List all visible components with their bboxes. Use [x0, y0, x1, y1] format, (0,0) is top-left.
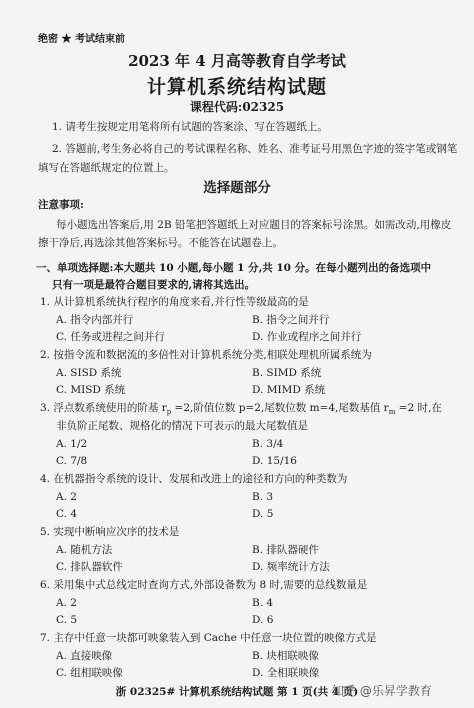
- course-code: 课程代码:02325: [189, 100, 285, 114]
- question-5-stem: 5. 实现中断响应次序的技术是: [40, 526, 180, 538]
- instruction-1: 1. 请考生按规定用笔将所有试题的答案涂、写在答题纸上。: [52, 121, 328, 133]
- question-2-option-c: C. MISD 系统: [56, 384, 126, 396]
- question-3-option-c: C. 7/8: [56, 455, 88, 467]
- question-1-stem: 1. 从计算机系统执行程序的角度来看,并行性等级最高的是: [40, 296, 309, 308]
- question-6-option-a: A. 2: [56, 597, 77, 609]
- part-one-heading-line2: 只有一项是最符合题目要求的,请将其选出。: [52, 279, 256, 291]
- question-6-option-c: C. 5: [56, 614, 78, 626]
- notice-line1: 每小题选出答案后,用 2B 铅笔把答题纸上对应题目的答案标号涂黑。如需改动,用橡皮: [56, 219, 452, 231]
- question-5-option-a: A. 随机方法: [56, 544, 113, 556]
- question-4-stem: 4. 在机器指令系统的设计、发展和改进上的途径和方向的种类数为: [40, 473, 348, 485]
- question-7-stem: 7. 主存中任意一块都可映象装入到 Cache 中任意一块位置的映像方式是: [40, 632, 377, 644]
- section-title: 选择题部分: [203, 180, 271, 196]
- question-5-option-d: D. 频率统计方法: [252, 561, 330, 573]
- question-3-stem-line2: 非负阶正尾数、规格化的情况下可表示的最大尾数值是: [56, 420, 308, 432]
- watermark: [332, 682, 432, 699]
- question-7-option-a: A. 直接映像: [56, 650, 113, 662]
- question-7-option-b: B. 块相联映像: [252, 650, 319, 662]
- secret-mark: 绝密 ★ 考试结束前: [38, 34, 125, 45]
- page-footer: 浙 02325# 计算机系统结构试题 第 1 页(共 4 页): [115, 686, 359, 698]
- question-4-option-c: C. 4: [56, 508, 78, 520]
- question-2-option-b: B. SIMD 系统: [252, 367, 322, 379]
- part-one-heading: 一、单项选择题:本大题共 10 小题,每小题 1 分,共 10 分。在每小题列出的备选项中: [36, 262, 432, 274]
- watermark-text: 知乎 @乐昇学教育: [332, 684, 432, 698]
- question-5-option-c: C. 排队器软件: [56, 561, 123, 573]
- question-2-stem: 2. 按指令流和数据流的多倍性对计算机系统分类,相联处理机所属系统为: [40, 349, 372, 361]
- question-3-option-d: D. 15/16: [252, 455, 297, 467]
- question-7-option-d: D. 全相联映像: [252, 667, 320, 679]
- question-6-option-b: B. 4: [252, 597, 274, 609]
- question-4-option-d: D. 5: [252, 508, 274, 520]
- instruction-2-line2: 填写在答题纸规定的位置上。: [38, 162, 175, 174]
- question-3-stem: 3. 浮点数系统使用的阶基 $r_p =2$,阶值位数 p=2,尾数位数 m=4,尾数基值 $r_m =2$ 时,在: [40, 402, 442, 417]
- question-3-option-b: B. 3/4: [252, 438, 284, 450]
- question-1-option-d: D. 作业或程序之间并行: [252, 331, 362, 343]
- question-4-option-a: A. 2: [56, 491, 77, 503]
- question-1-option-c: C. 任务或进程之间并行: [56, 331, 165, 343]
- question-6-stem: 6. 采用集中式总线定时查询方式,外部设备数为 8 时,需要的总线数量是: [40, 579, 368, 591]
- question-6-option-d: D. 6: [252, 614, 274, 626]
- question-1-option-b: B. 指令之间并行: [252, 314, 330, 326]
- question-3-option-a: A. 1/2: [56, 438, 88, 450]
- notice-line2: 擦干净后,再选涂其他答案标号。不能答在试题卷上。: [38, 237, 283, 249]
- question-2-option-a: A. SISD 系统: [56, 367, 122, 379]
- question-7-option-c: C. 组相联映像: [56, 667, 123, 679]
- question-4-option-b: B. 3: [252, 491, 274, 503]
- question-2-option-d: D. MIMD 系统: [252, 384, 326, 396]
- notice-label: 注意事项:: [38, 199, 84, 211]
- question-1-option-a: A. 指令内部并行: [56, 314, 134, 326]
- question-5-option-b: B. 排队器硬件: [252, 544, 319, 556]
- paper-title: 计算机系统结构试题: [146, 76, 327, 98]
- instruction-2-line1: 2. 答题前,考生务必将自己的考试课程名称、姓名、准考证号用黑色字迹的签字笔或钢笔: [52, 143, 458, 155]
- exam-title: 2023 年 4 月高等教育自学考试: [128, 52, 346, 70]
